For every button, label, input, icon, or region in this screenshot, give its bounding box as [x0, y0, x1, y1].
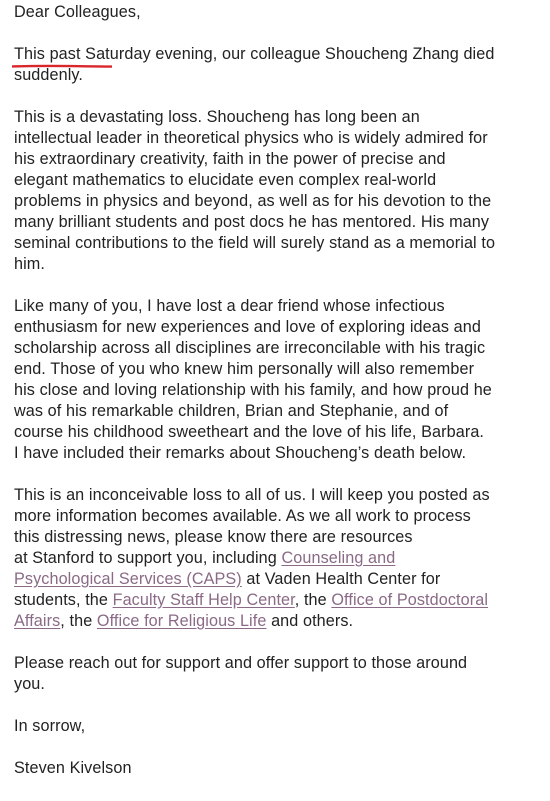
paragraph-friend	[14, 296, 544, 464]
paragraph-line: scholarship across all disciplines are irreconcilable with his tragic	[14, 339, 486, 357]
paragraph-line: end. Those of you who knew him personally will also remember	[14, 360, 475, 378]
religious-life-link[interactable]: Office for Religious Life	[96, 612, 267, 630]
announcement-text: , our colleague Shoucheng Zhang died	[212, 45, 495, 63]
postdoctoral-affairs-link-continued[interactable]: Affairs	[14, 612, 61, 630]
greeting-text: Dear Colleagues,	[14, 3, 141, 21]
signature	[14, 758, 544, 779]
paragraph-line	[14, 548, 544, 569]
caps-link-continued[interactable]: Psychological Services (CAPS)	[14, 570, 242, 588]
resources-text: students, the	[14, 591, 113, 609]
resources-text: at Vaden Health Center for	[241, 570, 441, 588]
paragraph-line: this distressing news, please know there are resources	[14, 528, 413, 546]
signature-name: Steven Kivelson	[14, 759, 132, 777]
paragraph-line: his extraordinary creativity, faith in the power of precise and	[14, 150, 446, 168]
paragraph-line: elegant mathematics to elucidate even complex real-world	[14, 171, 437, 189]
paragraph-line: seminal contributions to the field will surely stand as a memorial to	[14, 234, 496, 252]
paragraph-line: him.	[14, 255, 45, 273]
highlighted-phrase	[14, 44, 213, 65]
highlighted-text: This past Saturday evening	[14, 45, 213, 63]
paragraph-line: intellectual leader in theoretical physics who is widely admired for	[14, 129, 488, 147]
paragraph-line: was of his remarkable children, Brian and Stephanie, and of	[14, 402, 449, 420]
paragraph-line: many brilliant students and post docs he has mentored. His many	[14, 213, 490, 231]
paragraph-line	[14, 569, 544, 590]
paragraph-line: more information becomes available. As we all work to process	[14, 507, 471, 525]
paragraph-line: This is a devastating loss. Shoucheng has long been an	[14, 108, 420, 126]
paragraph-resources	[14, 485, 544, 632]
resources-text: , the	[60, 612, 97, 630]
resources-text: , the	[294, 591, 332, 609]
closing-text: In sorrow,	[14, 717, 86, 735]
paragraph-line: course his childhood sweetheart and the love of his life, Barbara.	[14, 423, 485, 441]
caps-link[interactable]: Counseling and	[281, 549, 396, 567]
paragraph-line: problems in physics and beyond, as well as for his devotion to the	[14, 192, 492, 210]
paragraph-line: you.	[14, 675, 45, 693]
greeting	[14, 2, 544, 23]
paragraph-line: This is an inconceivable loss to all of us. I will keep you posted as	[14, 486, 490, 504]
paragraph-support	[14, 653, 544, 695]
paragraph-line: I have included their remarks about Shoucheng’s death below.	[14, 444, 467, 462]
paragraph-line	[14, 611, 544, 632]
paragraph-announcement	[14, 44, 544, 86]
resources-text: at Stanford to support you, including	[14, 549, 282, 567]
paragraph-line	[14, 44, 544, 65]
letter-body	[14, 2, 544, 800]
paragraph-line: suddenly.	[14, 66, 83, 84]
resources-text: and others.	[266, 612, 354, 630]
postdoctoral-affairs-link[interactable]: Office of Postdoctoral	[331, 591, 489, 609]
paragraph-line: Please reach out for support and offer support to those around	[14, 654, 468, 672]
paragraph-loss	[14, 107, 544, 275]
faculty-staff-help-center-link[interactable]: Faculty Staff Help Center	[112, 591, 295, 609]
paragraph-line: Like many of you, I have lost a dear friend whose infectious	[14, 297, 445, 315]
paragraph-line: his close and loving relationship with his family, and how proud he	[14, 381, 492, 399]
closing	[14, 716, 544, 737]
paragraph-line	[14, 590, 544, 611]
paragraph-line: enthusiasm for new experiences and love of exploring ideas and	[14, 318, 481, 336]
